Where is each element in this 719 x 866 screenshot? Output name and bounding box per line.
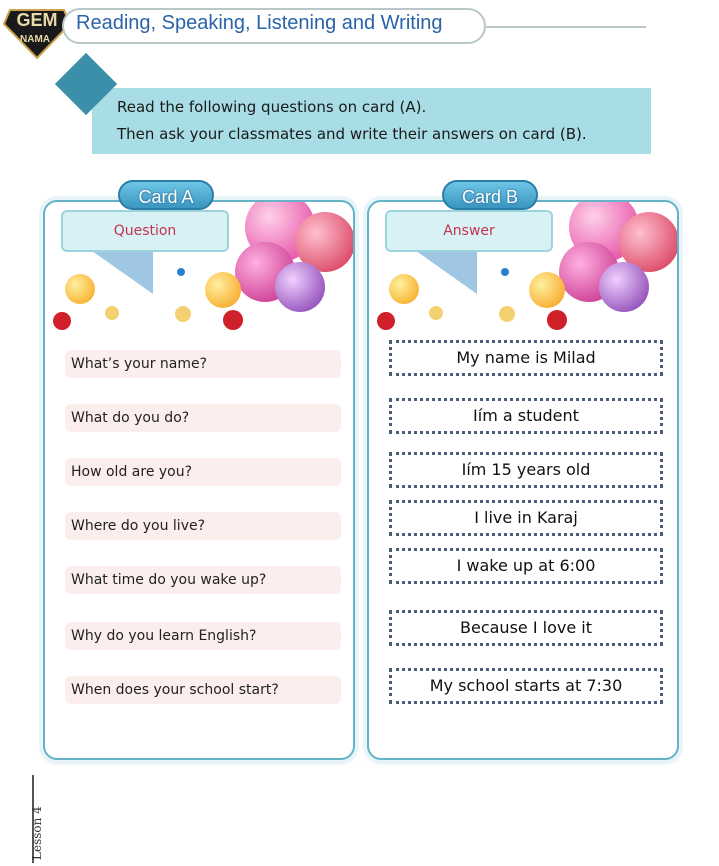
card-a bbox=[43, 200, 355, 760]
decorative-bubble bbox=[275, 262, 325, 312]
decorative-bubble bbox=[177, 268, 185, 276]
decorative-bubble bbox=[175, 306, 191, 322]
answer-box[interactable]: My school starts at 7:30 bbox=[389, 668, 663, 704]
gem-nama-logo bbox=[2, 2, 72, 62]
answer-box[interactable]: I wake up at 6:00 bbox=[389, 548, 663, 584]
question-item: Where do you live? bbox=[65, 512, 341, 540]
card-b bbox=[367, 200, 679, 760]
question-tab: Question bbox=[61, 210, 229, 252]
answer-box[interactable]: Iím a student bbox=[389, 398, 663, 434]
decorative-bubble bbox=[389, 274, 419, 304]
decorative-bubble bbox=[429, 306, 443, 320]
decorative-bubble bbox=[105, 306, 119, 320]
question-item: What’s your name? bbox=[65, 350, 341, 378]
question-item: What time do you wake up? bbox=[65, 566, 341, 594]
question-item: How old are you? bbox=[65, 458, 341, 486]
answer-box[interactable]: Iím 15 years old bbox=[389, 452, 663, 488]
decorative-bubble bbox=[499, 306, 515, 322]
answer-box[interactable]: I live in Karaj bbox=[389, 500, 663, 536]
instruction-line-1: Read the following questions on card (A). bbox=[117, 98, 427, 116]
card-a-label: Card A bbox=[118, 180, 214, 210]
answer-box[interactable]: My name is Milad bbox=[389, 340, 663, 376]
decorative-bubble bbox=[529, 272, 565, 308]
decorative-bubble bbox=[547, 310, 567, 330]
decorative-bubble bbox=[223, 310, 243, 330]
decorative-bubble bbox=[501, 268, 509, 276]
title-divider bbox=[486, 26, 646, 28]
card-b-label: Card B bbox=[442, 180, 538, 210]
instruction-line-2: Then ask your classmates and write their answers on card (B). bbox=[117, 125, 587, 143]
logo-text-gem: GEM bbox=[16, 10, 58, 30]
answer-box[interactable]: Because I love it bbox=[389, 610, 663, 646]
question-item: Why do you learn English? bbox=[65, 622, 341, 650]
page-title: Reading, Speaking, Listening and Writing bbox=[76, 12, 443, 34]
decorative-bubble bbox=[205, 272, 241, 308]
decorative-pattern bbox=[85, 246, 153, 294]
decorative-bubble bbox=[65, 274, 95, 304]
lesson-number: Lesson 4 bbox=[30, 806, 44, 860]
question-item: When does your school start? bbox=[65, 676, 341, 704]
question-item: What do you do? bbox=[65, 404, 341, 432]
decorative-bubble bbox=[599, 262, 649, 312]
decorative-pattern bbox=[409, 246, 477, 294]
logo-text-nama: NAMA bbox=[20, 34, 50, 45]
decorative-bubble bbox=[53, 312, 71, 330]
decorative-bubble bbox=[377, 312, 395, 330]
answer-tab: Answer bbox=[385, 210, 553, 252]
